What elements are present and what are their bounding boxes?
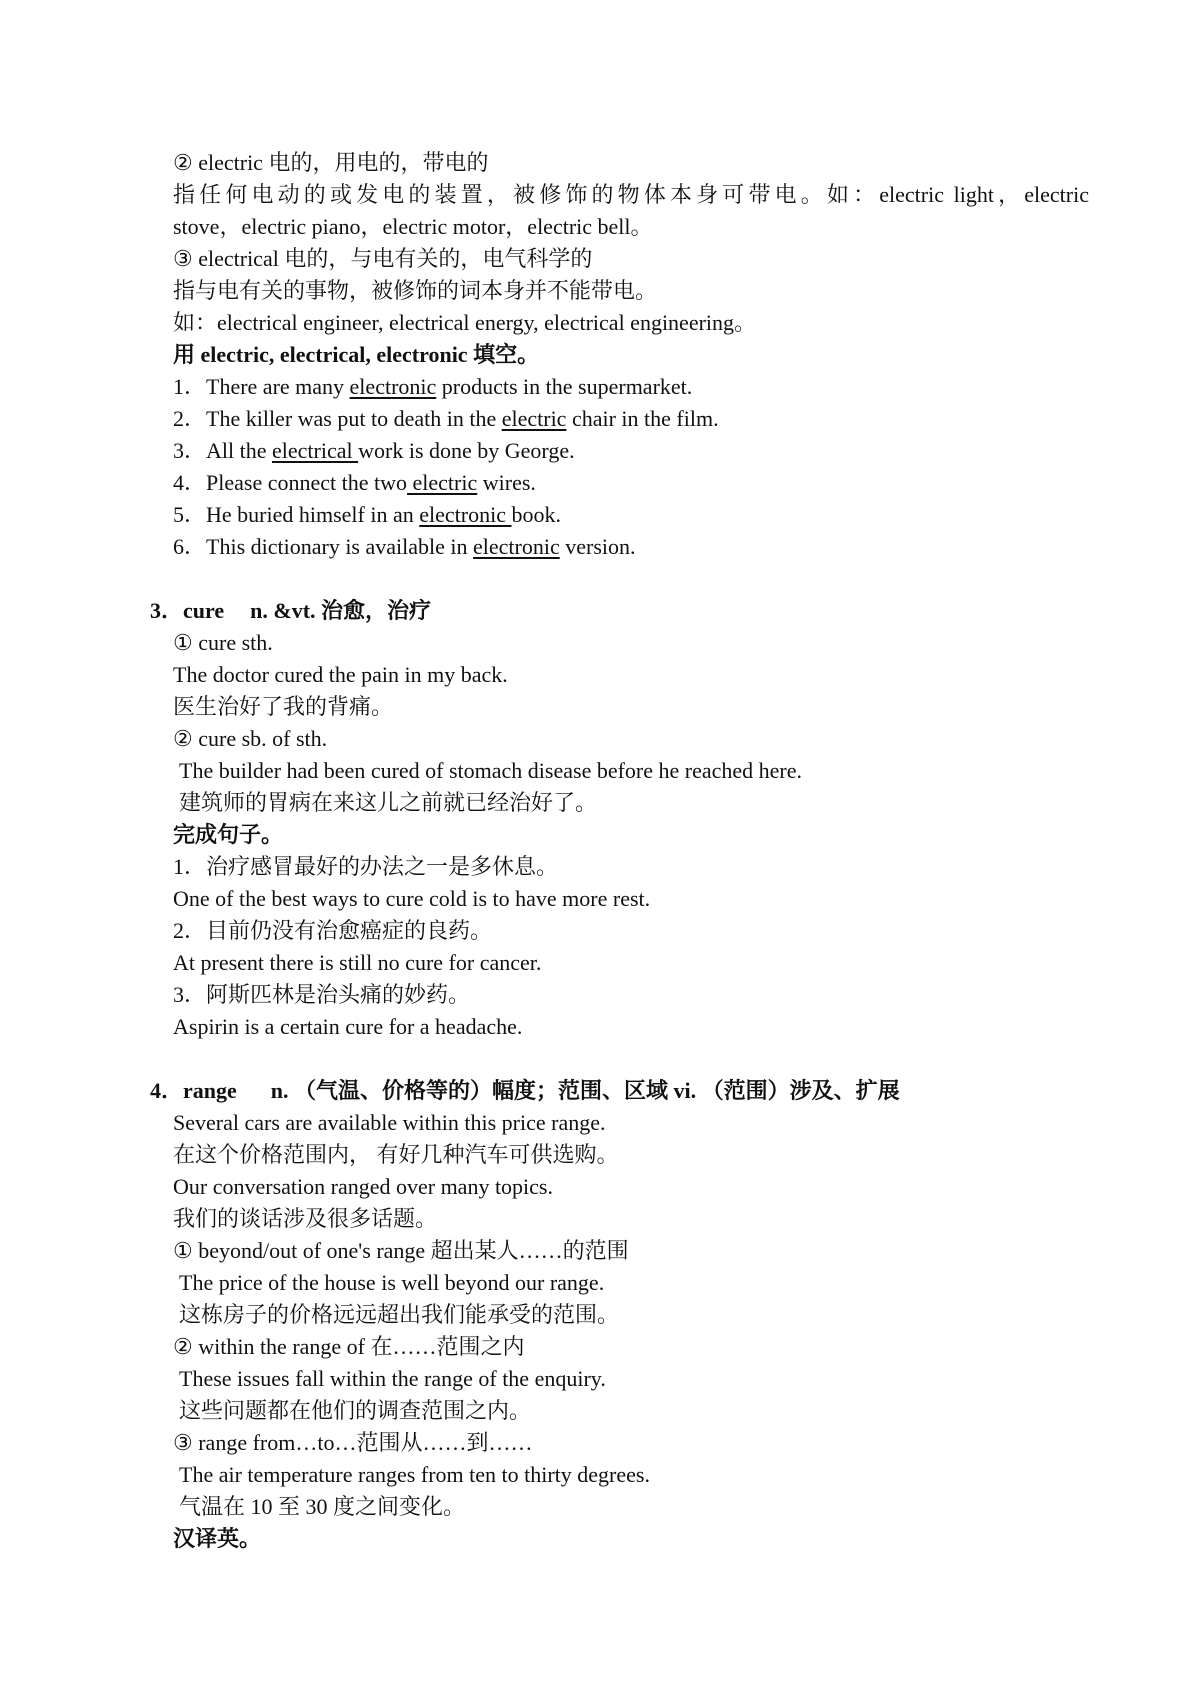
exercise-text: The killer was put to death in the bbox=[206, 406, 502, 431]
cure-heading bbox=[150, 596, 431, 626]
exercise-text: wires. bbox=[477, 470, 536, 495]
fill-in-exercise-title: 用 electric, electrical, electronic 填空。 bbox=[173, 342, 540, 367]
electrical-usage-title: ③ electrical 电的，与电有关的，电气科学的 bbox=[173, 246, 593, 271]
exercise-text: book. bbox=[511, 502, 561, 527]
electric-usage-desc-line1: 指任何电动的或发电的装置，被修饰的物体本身可带电。如：electric light，electric bbox=[173, 182, 1089, 207]
cure-usage-1-example-en: The doctor cured the pain in my back. bbox=[173, 662, 508, 687]
exercise-item bbox=[173, 436, 575, 466]
exercise-text: work is done by George. bbox=[358, 438, 575, 463]
range-example-1-en: Several cars are available within this price range. bbox=[173, 1110, 606, 1135]
cure-usage-2-example-zh: 建筑师的胃病在来这儿之前就已经治好了。 bbox=[179, 790, 598, 815]
range-heading-word: 4．range bbox=[150, 1078, 237, 1103]
exercise-number: 2． bbox=[173, 406, 207, 431]
cure-exercise-zh: 2．目前仍没有治愈癌症的良药。 bbox=[173, 918, 493, 943]
cure-exercise-zh: 3．阿斯匹林是治头痛的妙药。 bbox=[173, 982, 471, 1007]
exercise-item bbox=[173, 372, 692, 402]
exercise-answer: electric bbox=[501, 406, 567, 431]
range-example-2-zh: 我们的谈话涉及很多话题。 bbox=[173, 1206, 438, 1231]
exercise-text: This dictionary is available in bbox=[206, 534, 474, 559]
exercise-number: 1． bbox=[173, 374, 207, 399]
translate-exercise-title: 汉译英。 bbox=[173, 1526, 262, 1551]
cure-usage-1-example-zh: 医生治好了我的背痛。 bbox=[173, 694, 394, 719]
exercise-answer: electrical bbox=[272, 438, 359, 463]
range-usage-1-example-en: The price of the house is well beyond our range. bbox=[179, 1270, 605, 1295]
range-usage-3-example-en: The air temperature ranges from ten to thirty degrees. bbox=[179, 1462, 650, 1487]
range-usage-2: ② within the range of 在……范围之内 bbox=[173, 1334, 525, 1359]
exercise-text: version. bbox=[559, 534, 636, 559]
cure-exercise-en: At present there is still no cure for cancer. bbox=[173, 950, 542, 975]
exercise-item bbox=[173, 532, 636, 562]
complete-sentence-title: 完成句子。 bbox=[173, 822, 284, 847]
exercise-answer: electronic bbox=[349, 374, 437, 399]
exercise-number: 4． bbox=[173, 470, 207, 495]
electric-usage-title: ② electric 电的，用电的，带电的 bbox=[173, 150, 489, 175]
exercise-item bbox=[173, 404, 719, 434]
cure-heading-word: 3．cure bbox=[150, 598, 225, 623]
exercise-text: products in the supermarket. bbox=[436, 374, 693, 399]
range-example-1-zh: 在这个价格范围内， 有好几种汽车可供选购。 bbox=[173, 1142, 619, 1167]
exercise-text: There are many bbox=[206, 374, 350, 399]
range-usage-3: ③ range from…to…范围从……到…… bbox=[173, 1430, 533, 1455]
range-heading bbox=[150, 1076, 900, 1106]
range-usage-2-example-zh: 这些问题都在他们的调查范围之内。 bbox=[179, 1398, 532, 1423]
exercise-answer: electronic bbox=[473, 534, 560, 559]
exercise-text: Please connect the two bbox=[206, 470, 408, 495]
range-heading-definition: n. （气温、价格等的）幅度；范围、区域 vi. （范围）涉及、扩展 bbox=[270, 1078, 900, 1103]
cure-usage-2: ② cure sb. of sth. bbox=[173, 726, 328, 751]
cure-usage-1: ① cure sth. bbox=[173, 630, 273, 655]
range-usage-2-example-en: These issues fall within the range of the enquiry. bbox=[179, 1366, 606, 1391]
exercise-number: 3． bbox=[173, 438, 207, 463]
cure-usage-2-example-en: The builder had been cured of stomach disease before he reached here. bbox=[179, 758, 803, 783]
range-usage-1: ① beyond/out of one's range 超出某人……的范围 bbox=[173, 1238, 629, 1263]
electric-usage-desc-line2: stove，electric piano，electric motor，electric bell。 bbox=[173, 214, 653, 239]
exercise-text: He buried himself in an bbox=[206, 502, 420, 527]
cure-exercise-zh: 1．治疗感冒最好的办法之一是多休息。 bbox=[173, 854, 559, 879]
range-example-2-en: Our conversation ranged over many topics. bbox=[173, 1174, 553, 1199]
electrical-usage-desc: 指与电有关的事物，被修饰的词本身并不能带电。 bbox=[173, 278, 658, 303]
cure-exercise-en: One of the best ways to cure cold is to have more rest. bbox=[173, 886, 651, 911]
exercise-answer: electronic bbox=[419, 502, 512, 527]
exercise-number: 5． bbox=[173, 502, 207, 527]
exercise-text: All the bbox=[206, 438, 273, 463]
range-usage-3-example-zh: 气温在 10 至 30 度之间变化。 bbox=[179, 1494, 466, 1519]
exercise-item bbox=[173, 468, 536, 498]
electrical-usage-example: 如：electrical engineer, electrical energy, electrical engineering。 bbox=[173, 310, 757, 335]
cure-heading-definition: n. &vt. 治愈，治疗 bbox=[250, 598, 432, 623]
range-usage-1-example-zh: 这栋房子的价格远远超出我们能承受的范围。 bbox=[179, 1302, 620, 1327]
exercise-text: chair in the film. bbox=[566, 406, 719, 431]
exercise-answer: electric bbox=[407, 470, 478, 495]
exercise-item bbox=[173, 500, 561, 530]
cure-exercise-en: Aspirin is a certain cure for a headache. bbox=[173, 1014, 523, 1039]
exercise-number: 6． bbox=[173, 534, 207, 559]
